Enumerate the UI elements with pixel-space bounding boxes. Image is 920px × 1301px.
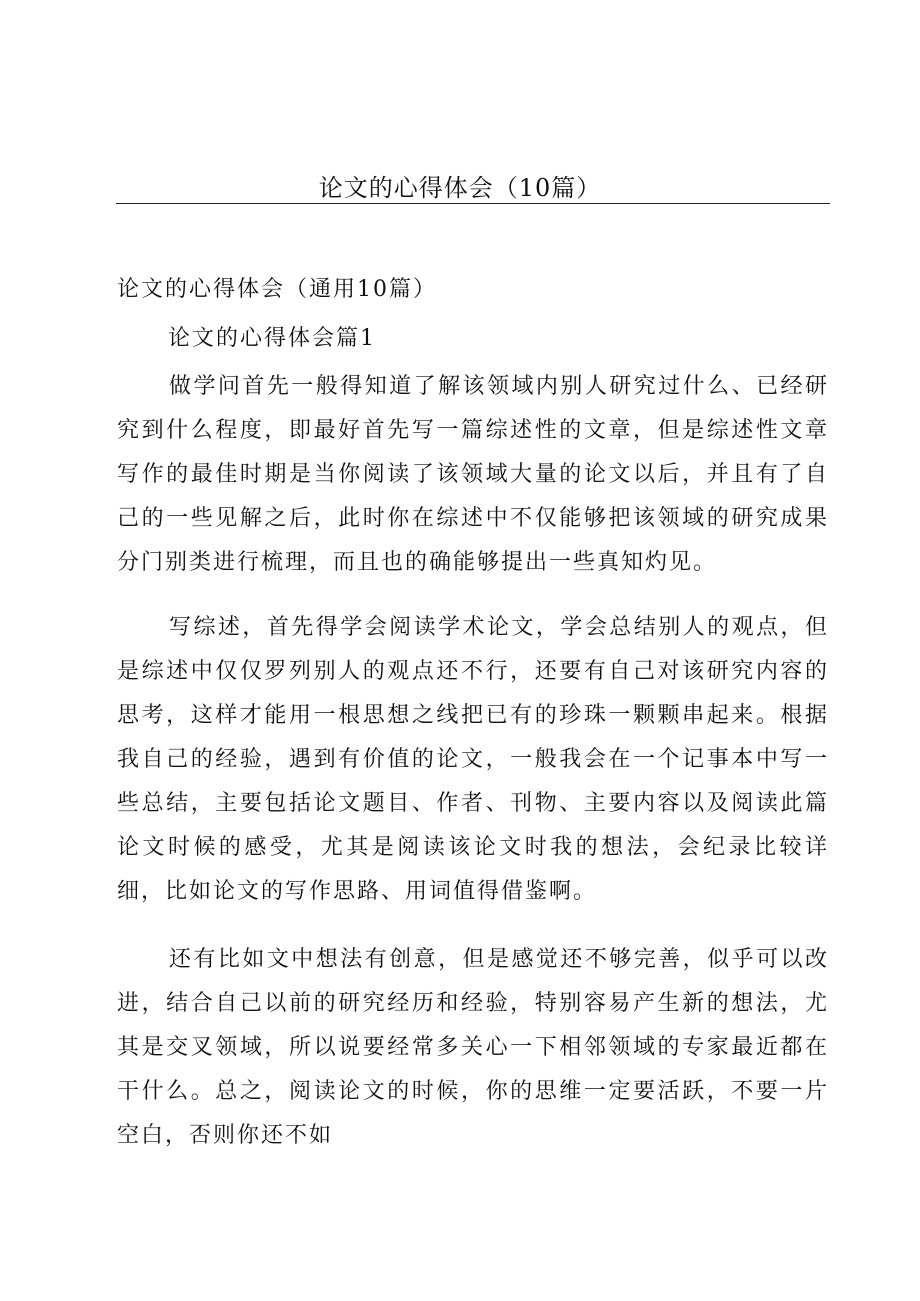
document-title: 论文的心得体会（10篇） xyxy=(318,174,602,202)
body-paragraph-2: 写综述，首先得学会阅读学术论文，学会总结别人的观点，但是综述中仅仅罗列别人的观点还不行，还要有自己对该研究内容的思考，这样才能用一根思想之线把已有的珍珠一颗颗串起来。根据我自己的经验，遇到有价值的论文，一般我会在一个记事本中写一些总结，主要包括论文题目、作者、刊物、主要内容以及阅读此篇论文时候的感受，尤其是阅读该论文时我的想法，会纪录比较详细，比如论文的写作思路、用词值得借鉴啊。 xyxy=(117,615,829,904)
body-paragraph-3: 还有比如文中想法有创意，但是感觉还不够完善，似乎可以改进，结合自己以前的研究经历和经验，特别容易产生新的想法，尤其是交叉领域，所以说要经常多关心一下相邻领域的专家最近都在干什么。总之，阅读论文的时候，你的思维一定要活跃，不要一片空白，否则你还不如 xyxy=(117,947,829,1148)
section-heading: 论文的心得体会篇1 xyxy=(168,326,376,351)
title-underline xyxy=(116,203,830,204)
document-subtitle: 论文的心得体会（通用10篇） xyxy=(117,277,437,302)
body-paragraph-1: 做学问首先一般得知道了解该领域内别人研究过什么、已经研究到什么程度，即最好首先写一篇综述性的文章，但是综述性文章写作的最佳时期是当你阅读了该领域大量的论文以后，并且有了自己的一些见解之后，此时你在综述中不仅能够把该领域的研究成果分门别类进行梳理，而且也的确能够提出一些真知灼见。 xyxy=(117,374,829,575)
